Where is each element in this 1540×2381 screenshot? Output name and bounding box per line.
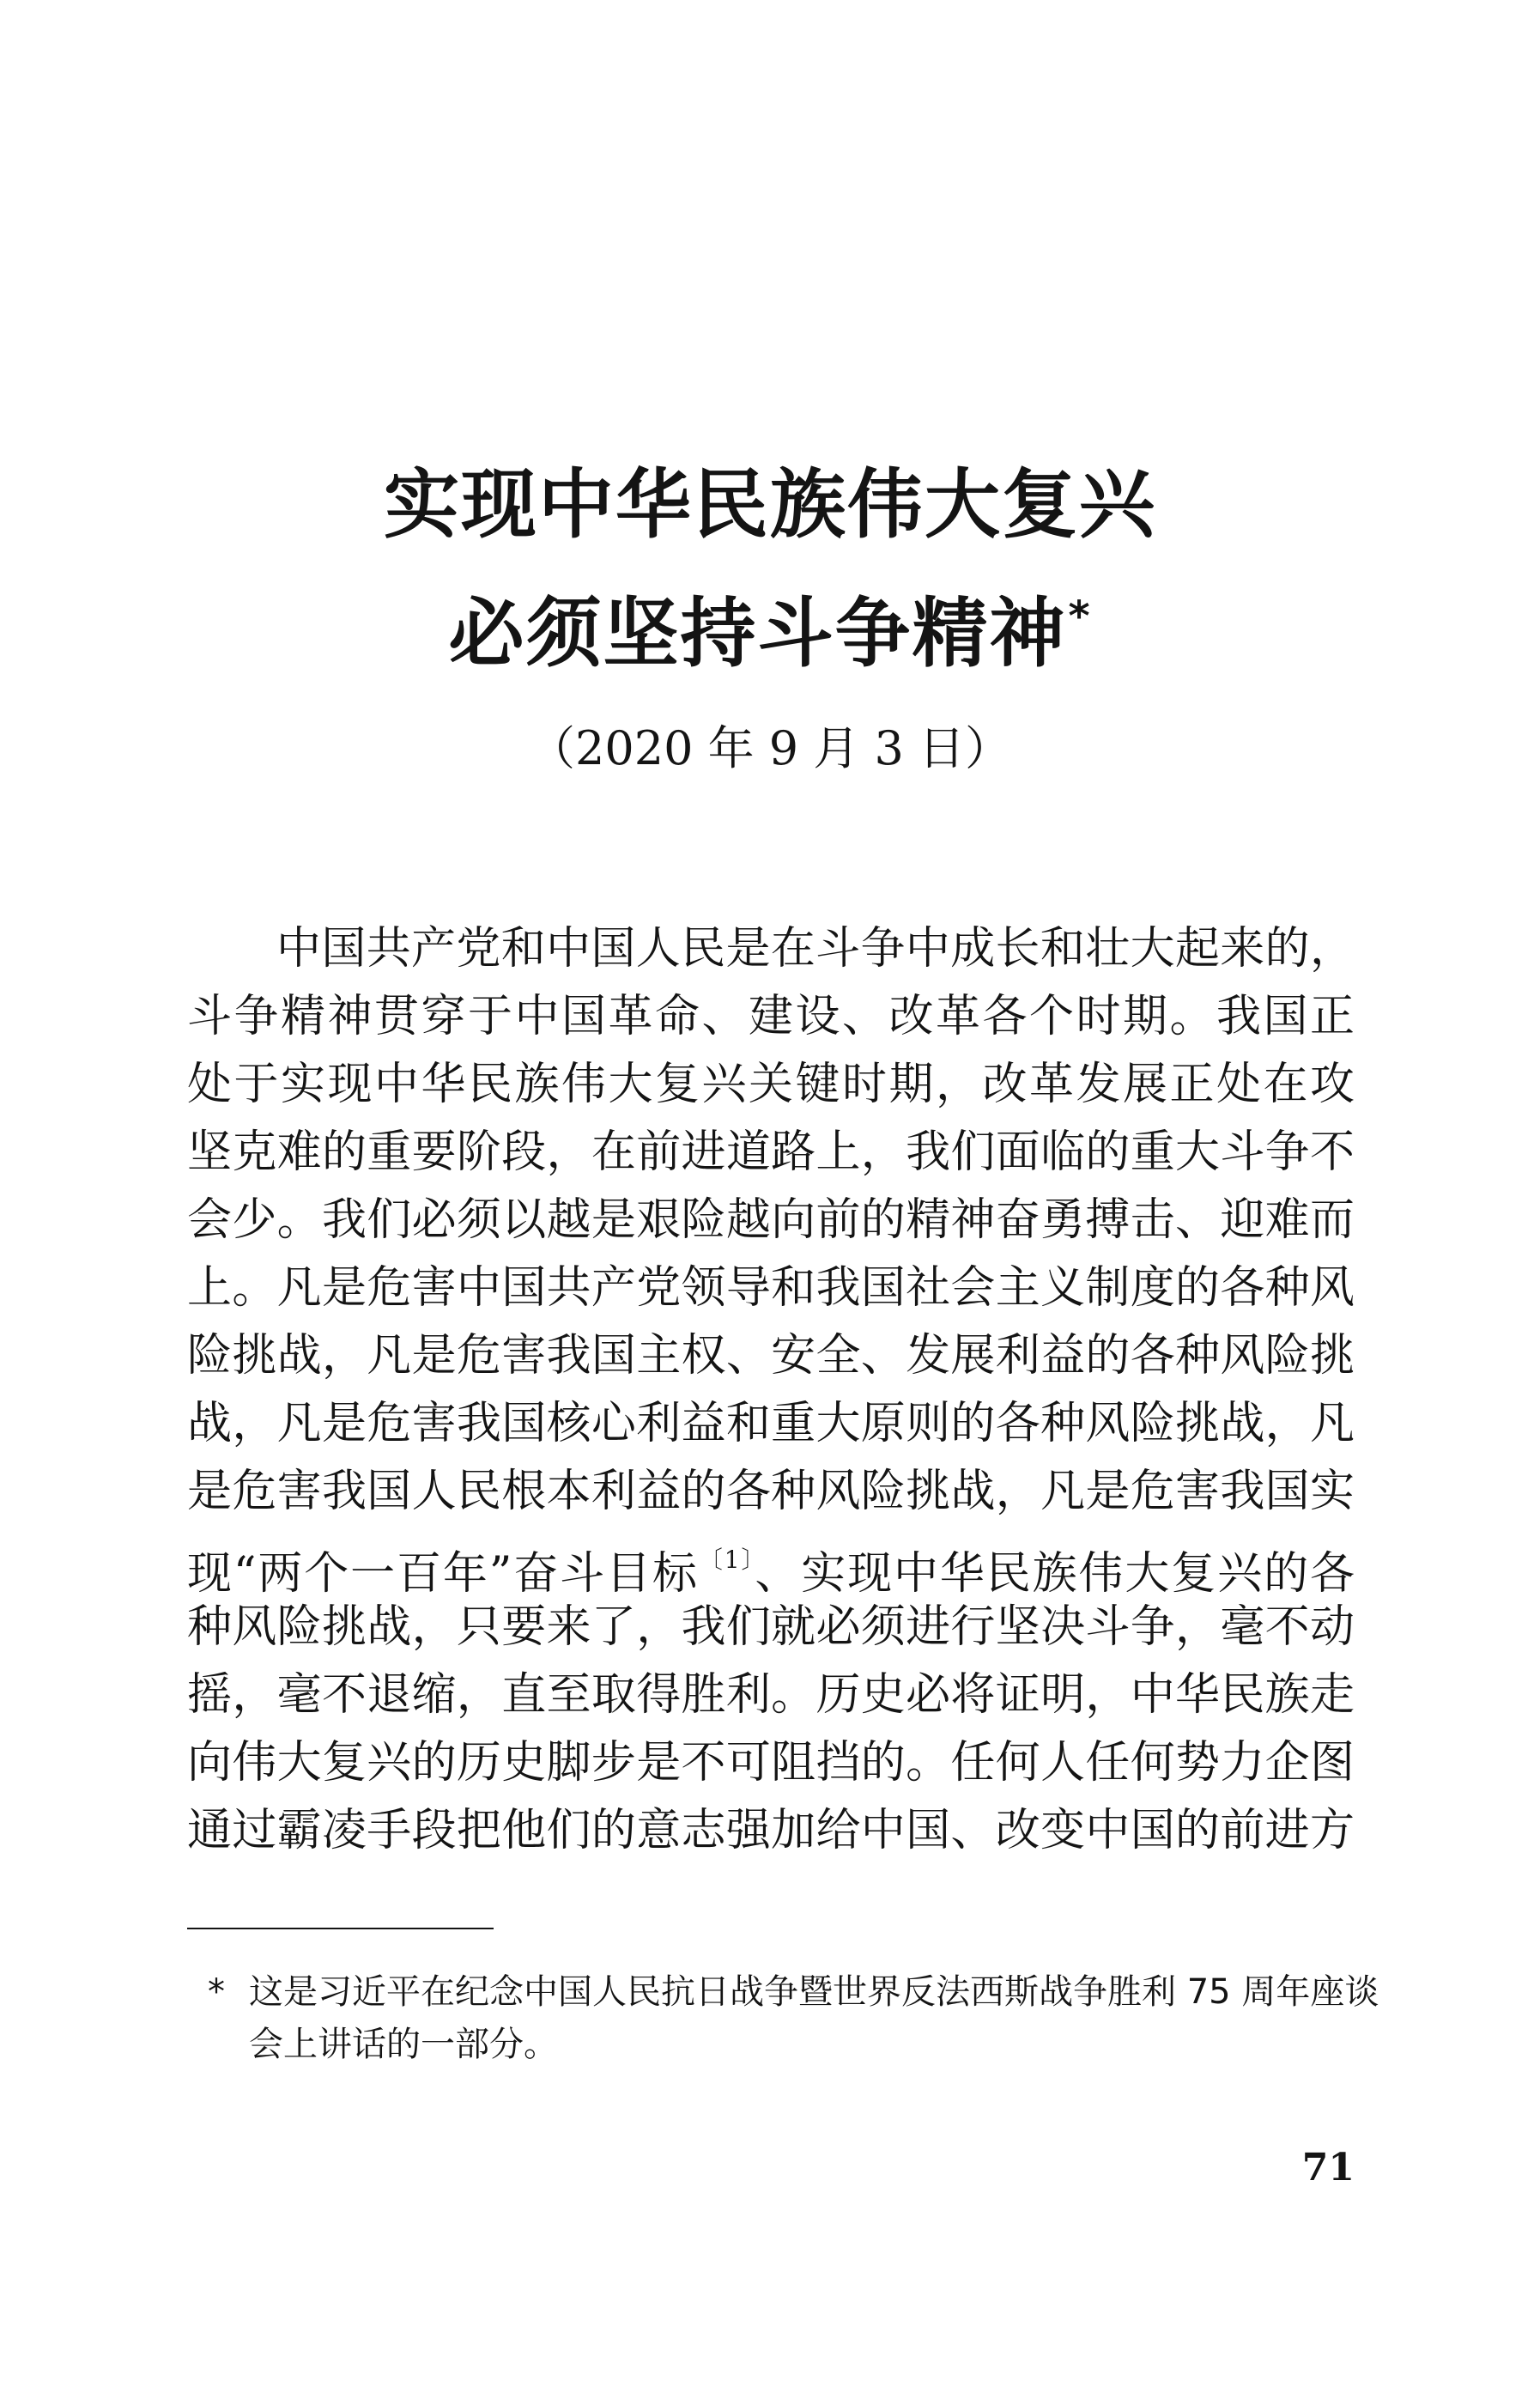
- body-line-with-note: [187, 1526, 1355, 1600]
- body-line: 通过霸凌手段把他们的意志强加给中国、改变中国的前进方: [187, 1805, 1355, 1856]
- body-line: 处于实现中华民族伟大复兴关键时期，改革发展正处在攻: [187, 1059, 1355, 1110]
- body-line: 种风险挑战，只要来了，我们就必须进行坚决斗争，毫不动: [187, 1601, 1355, 1653]
- footnote-marker: *: [208, 1972, 225, 2012]
- body-line: 坚克难的重要阶段，在前进道路上，我们面临的重大斗争不: [187, 1127, 1355, 1178]
- endnote-reference-1[interactable]: 〔1〕: [698, 1546, 755, 1574]
- footnote-line-2: 会上讲话的一部分。: [249, 2025, 558, 2064]
- page-title-line-2-text: 必须坚持斗争精神: [448, 589, 1067, 677]
- footnote-line-1: 这是习近平在纪念中国人民抗日战争暨世界反法西斯战争胜利 75 周年座谈: [249, 1972, 1379, 2012]
- body-line: 险挑战，凡是危害我国主权、安全、发展利益的各种风险挑: [187, 1330, 1355, 1382]
- body-line-text-after-note: 、实现中华民族伟大复兴的各: [755, 1548, 1355, 1600]
- speech-date: （2020 年 9 月 3 日）: [529, 721, 1011, 775]
- footnote-reference-mark: *: [1068, 592, 1092, 641]
- body-line: 会少。我们必须以越是艰险越向前的精神奋勇搏击、迎难而: [187, 1194, 1355, 1246]
- body-line: 上。凡是危害中国共产党领导和我国社会主义制度的各种风: [187, 1262, 1355, 1314]
- body-line: 向伟大复兴的历史脚步是不可阻挡的。任何人任何势力企图: [187, 1737, 1355, 1789]
- page-number: 71: [1301, 2146, 1355, 2190]
- body-line: 中国共产党和中国人民是在斗争中成长和壮大起来的，: [276, 923, 1355, 975]
- body-line-text-before-note: 现“两个一百年”奋斗目标: [187, 1548, 699, 1600]
- body-paragraph: [187, 915, 1355, 1865]
- page-title-line-1: 实现中华民族伟大复兴: [383, 460, 1156, 549]
- footnote: [208, 1966, 1379, 2071]
- body-line: 战，凡是危害我国核心利益和重大原则的各种风险挑战，凡: [187, 1398, 1355, 1449]
- page-title-line-2: [0, 565, 1540, 685]
- body-line: 是危害我国人民根本利益的各种风险挑战，凡是危害我国实: [187, 1466, 1355, 1517]
- footnote-divider: [187, 1928, 494, 1929]
- body-line: 斗争精神贯穿于中国革命、建设、改革各个时期。我国正: [187, 991, 1355, 1042]
- body-line: 摇，毫不退缩，直至取得胜利。历史必将证明，中华民族走: [187, 1669, 1355, 1721]
